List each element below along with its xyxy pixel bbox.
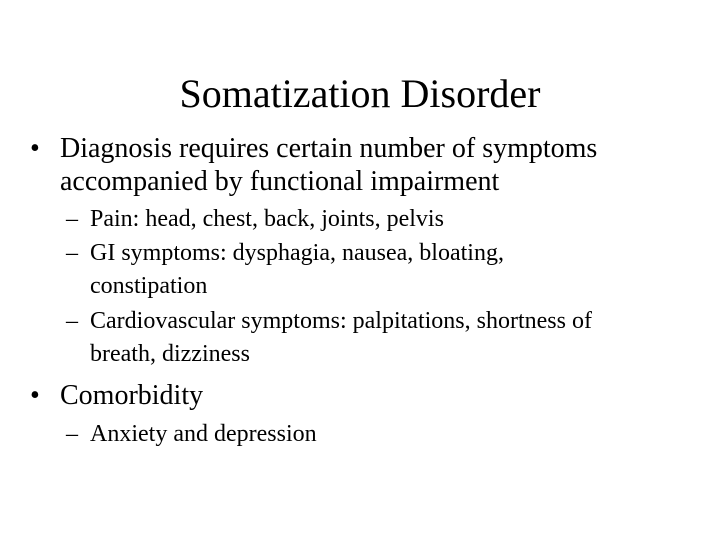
sub-bullet-text-line: Anxiety and depression — [90, 421, 317, 447]
bullet-item — [30, 132, 690, 198]
bullet-marker: • — [30, 133, 40, 164]
sub-bullet-marker: – — [66, 421, 78, 447]
sub-bullet-text-line: Pain: head, chest, back, joints, pelvis — [90, 206, 444, 232]
bullet-text-line: Diagnosis requires certain number of symptoms — [60, 133, 598, 164]
bullet-text-line: accompanied by functional impairment — [60, 166, 500, 197]
sub-bullet-text-line: breath, dizziness — [90, 341, 250, 367]
sub-bullet-item — [66, 237, 686, 303]
sub-bullet-item — [66, 418, 686, 451]
sub-bullet-marker: – — [66, 308, 78, 334]
sub-bullet-marker: – — [66, 206, 78, 232]
sub-bullet-item — [66, 203, 686, 236]
bullet-text-line: Comorbidity — [60, 380, 204, 411]
sub-bullet-marker: – — [66, 240, 78, 266]
bullet-item — [30, 379, 690, 412]
sub-bullet-text-line: Cardiovascular symptoms: palpitations, shortness of — [90, 308, 592, 334]
sub-bullet-item — [66, 305, 696, 371]
bullet-marker: • — [30, 380, 40, 411]
slide-title: Somatization Disorder — [179, 71, 541, 116]
sub-bullet-text-line: GI symptoms: dysphagia, nausea, bloating, — [90, 240, 504, 266]
sub-bullet-text-line: constipation — [90, 273, 208, 299]
